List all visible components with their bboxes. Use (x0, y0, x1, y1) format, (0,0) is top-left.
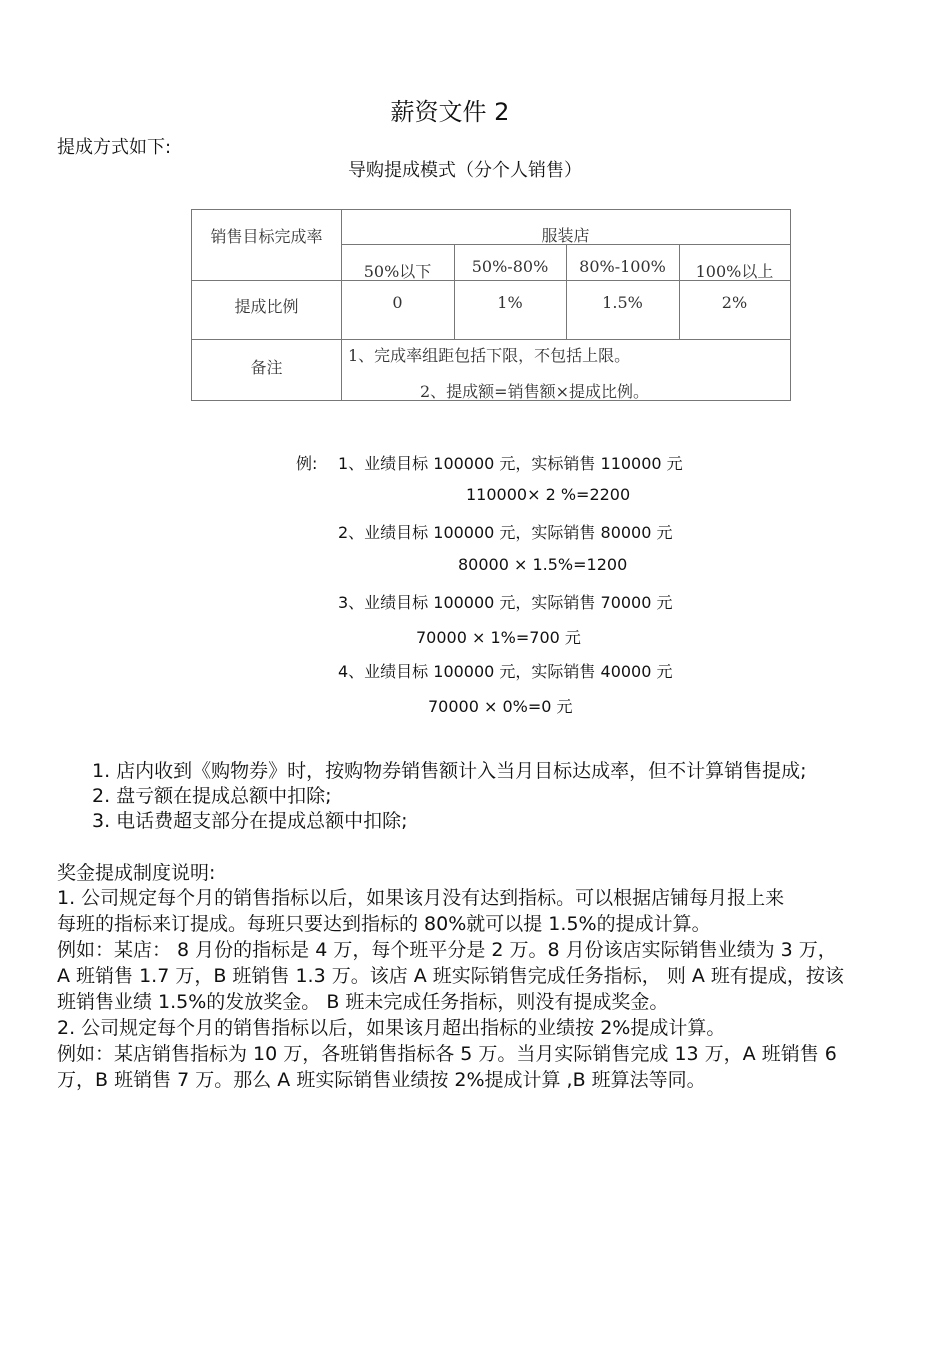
completion-rate-header: 销售目标完成率 (210, 227, 323, 246)
rule-item: 3. 电话费超支部分在提成总额中扣除; (92, 810, 408, 832)
rule-item: 1. 店内收到《购物券》时，按购物券销售额计入当月目标达成率，但不计算销售提成; (92, 760, 807, 782)
bonus-line: A 班销售 1.7 万，B 班销售 1.3 万。该店 A 班实际销售完成任务指标， 则 A 班有提成，按该 (57, 965, 844, 987)
examples-label: 例: (296, 454, 318, 473)
store-header: 服装店 (541, 226, 590, 245)
table-subtitle: 导购提成模式（分个人销售） (348, 160, 582, 181)
ratio-label: 提成比例 (234, 297, 299, 316)
commission-table (191, 209, 791, 401)
example-line: 110000× 2 %=2200 (466, 485, 631, 504)
example-line: 1、业绩目标 100000 元，实标销售 110000 元 (338, 454, 683, 473)
document-title: 薪资文件 2 (390, 98, 510, 126)
bonus-line: 2. 公司规定每个月的销售指标以后，如果该月超出指标的业绩按 2%提成计算。 (57, 1017, 726, 1039)
bonus-line: 例如：某店： 8 月份的指标是 4 万，每个班平分是 2 万。8 月份该店实际销售业绩为 3 万， (57, 939, 837, 961)
ratio-cell: 2% (721, 293, 748, 312)
ratio-cell: 1.5% (602, 293, 643, 312)
range-cell: 100%以上 (695, 262, 774, 281)
example-line: 3、业绩目标 100000 元，实际销售 70000 元 (338, 593, 673, 612)
bonus-heading: 奖金提成制度说明: (57, 862, 216, 884)
example-line: 80000 × 1.5%=1200 (458, 555, 628, 574)
example-line: 70000 × 0%=0 元 (428, 697, 573, 716)
example-line: 2、业绩目标 100000 元，实际销售 80000 元 (338, 523, 673, 542)
bonus-line: 每班的指标来订提成。每班只要达到指标的 80%就可以提 1.5%的提成计算。 (57, 913, 711, 935)
example-line: 4、业绩目标 100000 元，实际销售 40000 元 (338, 662, 673, 681)
ratio-cell: 1% (497, 293, 523, 312)
ratio-cell: 0 (392, 293, 403, 312)
method-label: 提成方式如下: (57, 137, 172, 158)
bonus-line: 1. 公司规定每个月的销售指标以后，如果该月没有达到指标。可以根据店铺每月报上来 (57, 887, 785, 909)
bonus-line: 班销售业绩 1.5%的发放奖金。 B 班未完成任务指标，则没有提成奖金。 (57, 991, 669, 1013)
example-line: 70000 × 1%=700 元 (416, 628, 581, 647)
range-cell: 50%以下 (363, 262, 432, 281)
range-cell: 50%-80% (471, 257, 549, 276)
bonus-line: 万，B 班销售 7 万。那么 A 班实际销售业绩按 2%提成计算 ,B 班算法等同。 (57, 1069, 706, 1091)
rule-item: 2. 盘亏额在提成总额中扣除; (92, 785, 332, 807)
bonus-line: 例如：某店销售指标为 10 万，各班销售指标各 5 万。当月实际销售完成 13 万，A 班销售 6 (57, 1043, 837, 1065)
range-cell: 80%-100% (579, 257, 666, 276)
note-label: 备注 (250, 358, 283, 377)
note-line: 2、提成额=销售额×提成比例。 (420, 382, 649, 401)
note-line: 1、完成率组距包括下限，不包括上限。 (348, 346, 631, 365)
